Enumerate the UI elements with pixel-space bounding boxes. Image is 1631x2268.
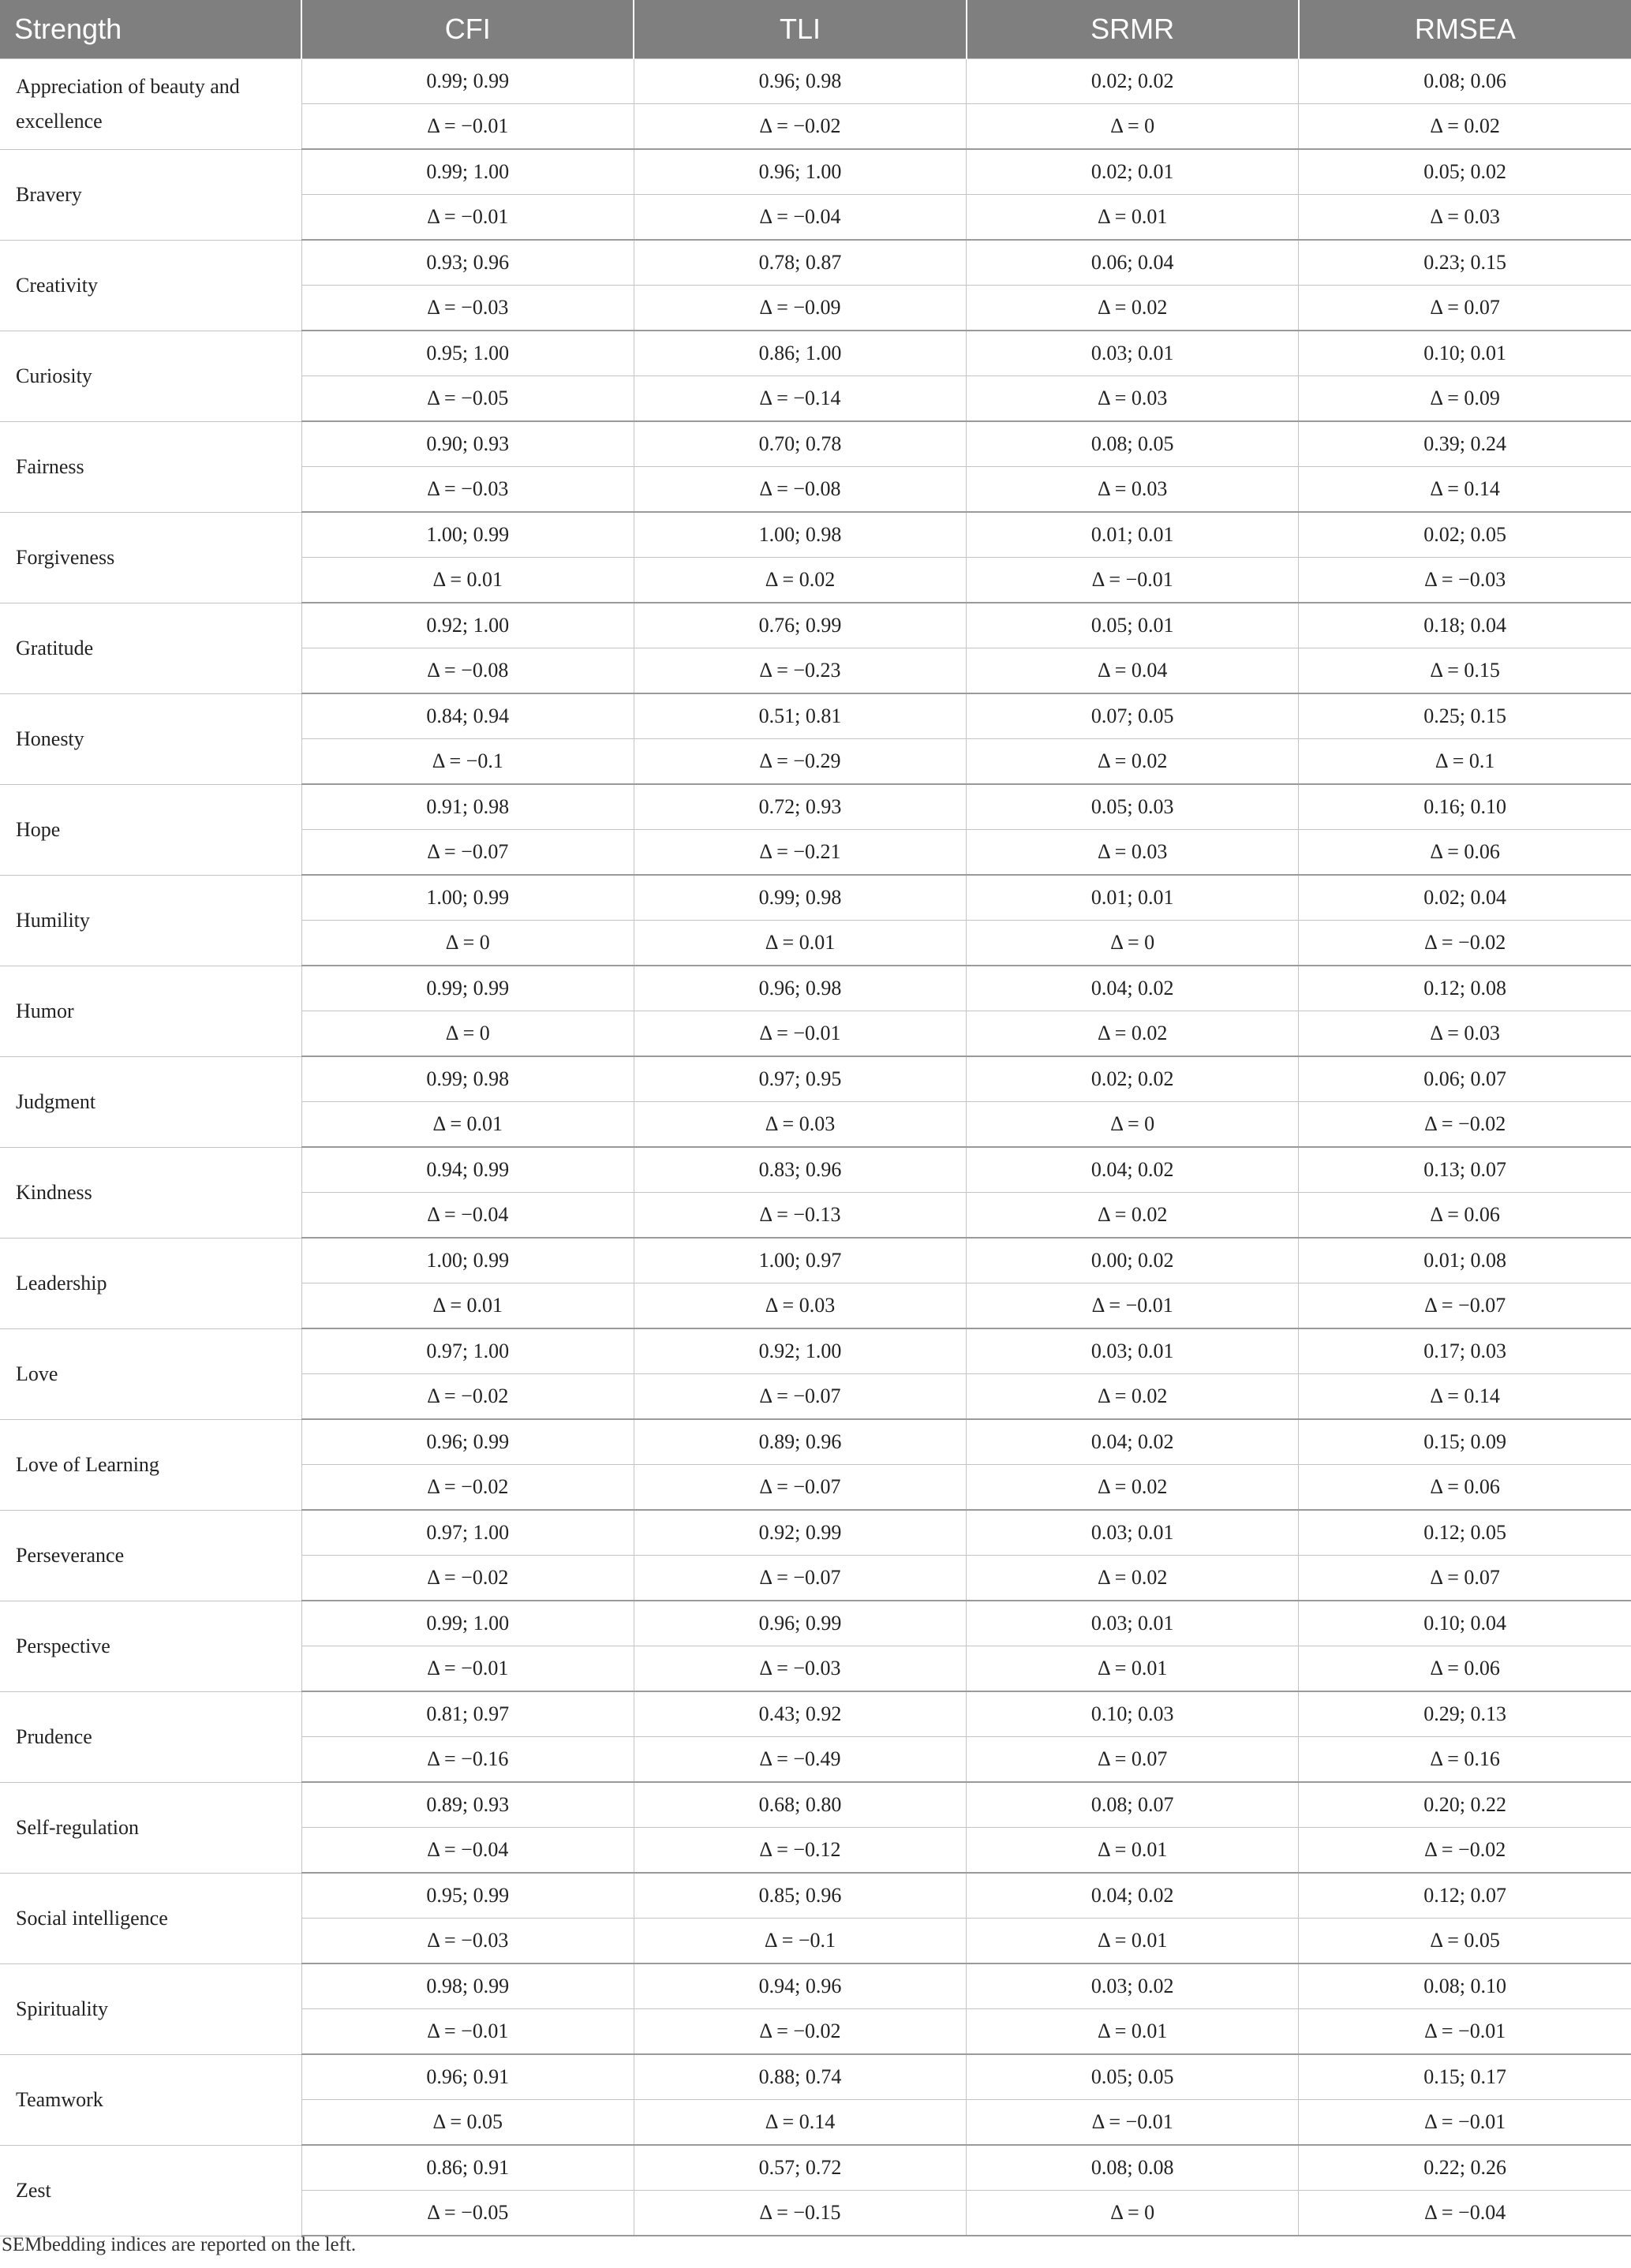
srmr-delta-cell: Δ = 0.02	[967, 1465, 1299, 1511]
srmr-delta-cell: Δ = 0.02	[967, 1193, 1299, 1239]
cfi-delta-cell: Δ = −0.01	[301, 1646, 634, 1692]
strength-name: Appreciation of beauty and excellence	[0, 58, 301, 149]
table-row	[0, 784, 1631, 830]
tli-delta-cell: Δ = 0.03	[634, 1102, 966, 1148]
table-row	[0, 1691, 1631, 1737]
rmsea-delta-cell: Δ = 0.05	[1299, 1919, 1631, 1964]
srmr-delta-cell: Δ = 0.01	[967, 1646, 1299, 1692]
tli-delta-cell: Δ = −0.07	[634, 1556, 966, 1601]
cfi-delta-cell: Δ = 0	[301, 921, 634, 966]
table-row	[0, 1328, 1631, 1374]
srmr-value-cell: 0.08; 0.07	[967, 1782, 1299, 1828]
rmsea-delta-cell: Δ = 0.06	[1299, 830, 1631, 876]
tli-value-cell: 0.89; 0.96	[634, 1419, 966, 1465]
cfi-delta-cell: Δ = −0.03	[301, 286, 634, 331]
table-row	[0, 149, 1631, 195]
srmr-delta-cell: Δ = 0.02	[967, 1011, 1299, 1057]
cfi-delta-cell: Δ = −0.08	[301, 648, 634, 694]
srmr-delta-cell: Δ = −0.01	[967, 1283, 1299, 1329]
rmsea-delta-cell: Δ = 0.07	[1299, 286, 1631, 331]
table-row	[0, 1147, 1631, 1193]
tli-delta-cell: Δ = −0.04	[634, 195, 966, 241]
cfi-value-cell: 0.95; 1.00	[301, 331, 634, 376]
srmr-value-cell: 0.03; 0.01	[967, 1510, 1299, 1556]
strength-name: Perseverance	[0, 1510, 301, 1601]
rmsea-delta-cell: Δ = 0.14	[1299, 467, 1631, 513]
rmsea-delta-cell: Δ = 0.07	[1299, 1556, 1631, 1601]
header-cfi: CFI	[301, 0, 634, 58]
srmr-delta-cell: Δ = 0.01	[967, 1919, 1299, 1964]
srmr-value-cell: 0.01; 0.01	[967, 512, 1299, 558]
cfi-value-cell: 0.96; 0.91	[301, 2054, 634, 2100]
strength-name: Bravery	[0, 149, 301, 240]
table-row	[0, 2054, 1631, 2100]
tli-value-cell: 0.43; 0.92	[634, 1691, 966, 1737]
tli-value-cell: 1.00; 0.97	[634, 1238, 966, 1283]
tli-delta-cell: Δ = −0.14	[634, 376, 966, 422]
cfi-delta-cell: Δ = −0.01	[301, 104, 634, 150]
header-tli: TLI	[634, 0, 966, 58]
strength-name: Curiosity	[0, 331, 301, 421]
tli-delta-cell: Δ = −0.07	[634, 1465, 966, 1511]
strength-name: Self-regulation	[0, 1782, 301, 1873]
srmr-delta-cell: Δ = −0.01	[967, 2100, 1299, 2146]
rmsea-value-cell: 0.15; 0.09	[1299, 1419, 1631, 1465]
rmsea-delta-cell: Δ = −0.03	[1299, 558, 1631, 603]
srmr-delta-cell: Δ = 0	[967, 2191, 1299, 2236]
tli-delta-cell: Δ = −0.13	[634, 1193, 966, 1239]
cfi-value-cell: 0.92; 1.00	[301, 603, 634, 648]
rmsea-delta-cell: Δ = −0.01	[1299, 2100, 1631, 2146]
srmr-value-cell: 0.03; 0.01	[967, 331, 1299, 376]
srmr-delta-cell: Δ = 0.04	[967, 648, 1299, 694]
strength-name: Kindness	[0, 1147, 301, 1238]
strength-name: Teamwork	[0, 2054, 301, 2145]
srmr-delta-cell: Δ = 0.02	[967, 739, 1299, 785]
table-row	[0, 2145, 1631, 2191]
rmsea-value-cell: 0.17; 0.03	[1299, 1328, 1631, 1374]
srmr-delta-cell: Δ = 0.03	[967, 376, 1299, 422]
strength-name: Fairness	[0, 421, 301, 512]
strength-name: Humor	[0, 966, 301, 1056]
rmsea-delta-cell: Δ = 0.16	[1299, 1737, 1631, 1783]
cfi-delta-cell: Δ = −0.04	[301, 1193, 634, 1239]
table-row	[0, 1782, 1631, 1828]
cfi-value-cell: 0.84; 0.94	[301, 693, 634, 739]
cfi-delta-cell: Δ = 0	[301, 1011, 634, 1057]
strength-name: Love of Learning	[0, 1419, 301, 1510]
table-row	[0, 1510, 1631, 1556]
tli-value-cell: 0.96; 0.98	[634, 966, 966, 1011]
tli-value-cell: 0.76; 0.99	[634, 603, 966, 648]
cfi-value-cell: 0.98; 0.99	[301, 1963, 634, 2009]
srmr-value-cell: 0.05; 0.01	[967, 603, 1299, 648]
cfi-value-cell: 0.97; 1.00	[301, 1328, 634, 1374]
rmsea-delta-cell: Δ = 0.15	[1299, 648, 1631, 694]
tli-value-cell: 1.00; 0.98	[634, 512, 966, 558]
table-body	[0, 58, 1631, 2236]
tli-delta-cell: Δ = 0.14	[634, 2100, 966, 2146]
strength-name: Forgiveness	[0, 512, 301, 603]
tli-delta-cell: Δ = −0.15	[634, 2191, 966, 2236]
cfi-delta-cell: Δ = −0.03	[301, 467, 634, 513]
srmr-delta-cell: Δ = 0	[967, 104, 1299, 150]
strength-name: Judgment	[0, 1056, 301, 1147]
srmr-value-cell: 0.00; 0.02	[967, 1238, 1299, 1283]
cfi-value-cell: 0.99; 0.99	[301, 966, 634, 1011]
rmsea-delta-cell: Δ = 0.06	[1299, 1646, 1631, 1692]
table-row	[0, 875, 1631, 921]
rmsea-delta-cell: Δ = 0.14	[1299, 1374, 1631, 1420]
cfi-delta-cell: Δ = −0.07	[301, 830, 634, 876]
cfi-delta-cell: Δ = 0.01	[301, 1102, 634, 1148]
cfi-value-cell: 0.99; 1.00	[301, 1601, 634, 1646]
table-row	[0, 1963, 1631, 2009]
strength-name: Social intelligence	[0, 1873, 301, 1963]
tli-value-cell: 0.94; 0.96	[634, 1963, 966, 2009]
rmsea-delta-cell: Δ = 0.09	[1299, 376, 1631, 422]
srmr-value-cell: 0.02; 0.02	[967, 1056, 1299, 1102]
srmr-value-cell: 0.04; 0.02	[967, 1147, 1299, 1193]
rmsea-value-cell: 0.08; 0.10	[1299, 1963, 1631, 2009]
tli-value-cell: 0.57; 0.72	[634, 2145, 966, 2191]
table-row	[0, 1601, 1631, 1646]
srmr-value-cell: 0.08; 0.08	[967, 2145, 1299, 2191]
tli-delta-cell: Δ = −0.12	[634, 1828, 966, 1874]
srmr-value-cell: 0.10; 0.03	[967, 1691, 1299, 1737]
table-row	[0, 1056, 1631, 1102]
srmr-delta-cell: Δ = 0.01	[967, 1828, 1299, 1874]
srmr-delta-cell: Δ = 0.01	[967, 2009, 1299, 2055]
rmsea-delta-cell: Δ = 0.1	[1299, 739, 1631, 785]
cfi-delta-cell: Δ = −0.05	[301, 376, 634, 422]
rmsea-delta-cell: Δ = −0.02	[1299, 1102, 1631, 1148]
cfi-delta-cell: Δ = −0.1	[301, 739, 634, 785]
srmr-delta-cell: Δ = 0.02	[967, 286, 1299, 331]
cfi-delta-cell: Δ = −0.05	[301, 2191, 634, 2236]
cfi-value-cell: 0.90; 0.93	[301, 421, 634, 467]
srmr-delta-cell: Δ = 0.03	[967, 830, 1299, 876]
rmsea-value-cell: 0.12; 0.08	[1299, 966, 1631, 1011]
rmsea-value-cell: 0.25; 0.15	[1299, 693, 1631, 739]
table-header	[0, 0, 1631, 58]
srmr-value-cell: 0.03; 0.01	[967, 1328, 1299, 1374]
tli-delta-cell: Δ = −0.08	[634, 467, 966, 513]
strength-name: Perspective	[0, 1601, 301, 1691]
tli-delta-cell: Δ = −0.1	[634, 1919, 966, 1964]
tli-value-cell: 0.99; 0.98	[634, 875, 966, 921]
cfi-value-cell: 0.99; 0.99	[301, 58, 634, 104]
rmsea-value-cell: 0.22; 0.26	[1299, 2145, 1631, 2191]
strength-name: Zest	[0, 2145, 301, 2236]
srmr-value-cell: 0.07; 0.05	[967, 693, 1299, 739]
header-rmsea: RMSEA	[1299, 0, 1631, 58]
cfi-delta-cell: Δ = −0.02	[301, 1465, 634, 1511]
srmr-delta-cell: Δ = 0	[967, 1102, 1299, 1148]
cfi-value-cell: 0.86; 0.91	[301, 2145, 634, 2191]
rmsea-value-cell: 0.39; 0.24	[1299, 421, 1631, 467]
cfi-value-cell: 0.99; 1.00	[301, 149, 634, 195]
rmsea-value-cell: 0.18; 0.04	[1299, 603, 1631, 648]
rmsea-delta-cell: Δ = −0.02	[1299, 1828, 1631, 1874]
rmsea-delta-cell: Δ = 0.03	[1299, 1011, 1631, 1057]
srmr-delta-cell: Δ = 0.07	[967, 1737, 1299, 1783]
cfi-value-cell: 0.93; 0.96	[301, 240, 634, 286]
tli-delta-cell: Δ = −0.23	[634, 648, 966, 694]
strength-name: Spirituality	[0, 1963, 301, 2054]
tli-value-cell: 0.85; 0.96	[634, 1873, 966, 1919]
strength-name: Hope	[0, 784, 301, 875]
cfi-delta-cell: Δ = −0.01	[301, 2009, 634, 2055]
srmr-value-cell: 0.02; 0.01	[967, 149, 1299, 195]
rmsea-value-cell: 0.06; 0.07	[1299, 1056, 1631, 1102]
tli-delta-cell: Δ = −0.02	[634, 2009, 966, 2055]
cfi-value-cell: 0.97; 1.00	[301, 1510, 634, 1556]
rmsea-value-cell: 0.08; 0.06	[1299, 58, 1631, 104]
cfi-value-cell: 0.99; 0.98	[301, 1056, 634, 1102]
tli-value-cell: 0.86; 1.00	[634, 331, 966, 376]
srmr-value-cell: 0.08; 0.05	[967, 421, 1299, 467]
cfi-delta-cell: Δ = −0.02	[301, 1374, 634, 1420]
tli-delta-cell: Δ = −0.01	[634, 1011, 966, 1057]
tli-value-cell: 0.78; 0.87	[634, 240, 966, 286]
tli-value-cell: 0.96; 1.00	[634, 149, 966, 195]
rmsea-value-cell: 0.12; 0.05	[1299, 1510, 1631, 1556]
srmr-value-cell: 0.04; 0.02	[967, 1419, 1299, 1465]
cfi-delta-cell: Δ = 0.01	[301, 1283, 634, 1329]
srmr-value-cell: 0.03; 0.02	[967, 1963, 1299, 2009]
cfi-delta-cell: Δ = −0.03	[301, 1919, 634, 1964]
srmr-delta-cell: Δ = 0.01	[967, 195, 1299, 241]
cfi-delta-cell: Δ = −0.02	[301, 1556, 634, 1601]
rmsea-value-cell: 0.29; 0.13	[1299, 1691, 1631, 1737]
rmsea-delta-cell: Δ = −0.01	[1299, 2009, 1631, 2055]
tli-value-cell: 0.97; 0.95	[634, 1056, 966, 1102]
srmr-delta-cell: Δ = 0.02	[967, 1374, 1299, 1420]
tli-delta-cell: Δ = −0.03	[634, 1646, 966, 1692]
tli-value-cell: 0.51; 0.81	[634, 693, 966, 739]
srmr-value-cell: 0.05; 0.03	[967, 784, 1299, 830]
rmsea-delta-cell: Δ = 0.02	[1299, 104, 1631, 150]
tli-delta-cell: Δ = 0.03	[634, 1283, 966, 1329]
srmr-delta-cell: Δ = 0.03	[967, 467, 1299, 513]
tli-value-cell: 0.72; 0.93	[634, 784, 966, 830]
rmsea-value-cell: 0.02; 0.04	[1299, 875, 1631, 921]
rmsea-delta-cell: Δ = −0.07	[1299, 1283, 1631, 1329]
table-row	[0, 1238, 1631, 1283]
table-row	[0, 966, 1631, 1011]
tli-value-cell: 0.70; 0.78	[634, 421, 966, 467]
rmsea-delta-cell: Δ = −0.04	[1299, 2191, 1631, 2236]
srmr-value-cell: 0.04; 0.02	[967, 1873, 1299, 1919]
srmr-value-cell: 0.04; 0.02	[967, 966, 1299, 1011]
strength-name: Humility	[0, 875, 301, 966]
tli-delta-cell: Δ = −0.07	[634, 1374, 966, 1420]
srmr-delta-cell: Δ = −0.01	[967, 558, 1299, 603]
tli-value-cell: 0.96; 0.99	[634, 1601, 966, 1646]
rmsea-delta-cell: Δ = 0.06	[1299, 1465, 1631, 1511]
table-row	[0, 603, 1631, 648]
rmsea-value-cell: 0.16; 0.10	[1299, 784, 1631, 830]
table-row	[0, 693, 1631, 739]
rmsea-delta-cell: Δ = 0.03	[1299, 195, 1631, 241]
table-row	[0, 58, 1631, 104]
rmsea-value-cell: 0.15; 0.17	[1299, 2054, 1631, 2100]
header-strength: Strength	[0, 0, 301, 58]
rmsea-value-cell: 0.01; 0.08	[1299, 1238, 1631, 1283]
srmr-delta-cell: Δ = 0	[967, 921, 1299, 966]
tli-delta-cell: Δ = −0.02	[634, 104, 966, 150]
tli-delta-cell: Δ = 0.02	[634, 558, 966, 603]
cfi-delta-cell: Δ = 0.05	[301, 2100, 634, 2146]
table-row	[0, 240, 1631, 286]
srmr-value-cell: 0.01; 0.01	[967, 875, 1299, 921]
tli-value-cell: 0.88; 0.74	[634, 2054, 966, 2100]
cfi-value-cell: 1.00; 0.99	[301, 1238, 634, 1283]
cfi-value-cell: 1.00; 0.99	[301, 512, 634, 558]
tli-value-cell: 0.83; 0.96	[634, 1147, 966, 1193]
strength-name: Leadership	[0, 1238, 301, 1328]
rmsea-delta-cell: Δ = −0.02	[1299, 921, 1631, 966]
table-row	[0, 331, 1631, 376]
table-row	[0, 421, 1631, 467]
strength-name: Creativity	[0, 240, 301, 331]
header-row	[0, 0, 1631, 58]
rmsea-value-cell: 0.02; 0.05	[1299, 512, 1631, 558]
rmsea-value-cell: 0.13; 0.07	[1299, 1147, 1631, 1193]
tli-value-cell: 0.92; 0.99	[634, 1510, 966, 1556]
cfi-value-cell: 0.95; 0.99	[301, 1873, 634, 1919]
srmr-value-cell: 0.02; 0.02	[967, 58, 1299, 104]
strength-name: Gratitude	[0, 603, 301, 693]
cfi-value-cell: 0.81; 0.97	[301, 1691, 634, 1737]
cfi-value-cell: 0.89; 0.93	[301, 1782, 634, 1828]
rmsea-delta-cell: Δ = 0.06	[1299, 1193, 1631, 1239]
rmsea-value-cell: 0.20; 0.22	[1299, 1782, 1631, 1828]
header-srmr: SRMR	[967, 0, 1299, 58]
cfi-value-cell: 0.96; 0.99	[301, 1419, 634, 1465]
rmsea-value-cell: 0.05; 0.02	[1299, 149, 1631, 195]
strength-name: Love	[0, 1328, 301, 1419]
cfi-delta-cell: Δ = 0.01	[301, 558, 634, 603]
tli-delta-cell: Δ = −0.21	[634, 830, 966, 876]
srmr-value-cell: 0.05; 0.05	[967, 2054, 1299, 2100]
cfi-value-cell: 1.00; 0.99	[301, 875, 634, 921]
srmr-value-cell: 0.06; 0.04	[967, 240, 1299, 286]
tli-value-cell: 0.68; 0.80	[634, 1782, 966, 1828]
strength-name: Prudence	[0, 1691, 301, 1782]
tli-delta-cell: Δ = −0.09	[634, 286, 966, 331]
srmr-delta-cell: Δ = 0.02	[967, 1556, 1299, 1601]
table-row	[0, 512, 1631, 558]
rmsea-value-cell: 0.10; 0.04	[1299, 1601, 1631, 1646]
tli-value-cell: 0.92; 1.00	[634, 1328, 966, 1374]
srmr-value-cell: 0.03; 0.01	[967, 1601, 1299, 1646]
rmsea-value-cell: 0.10; 0.01	[1299, 331, 1631, 376]
tli-delta-cell: Δ = −0.29	[634, 739, 966, 785]
table-row	[0, 1873, 1631, 1919]
strength-name: Honesty	[0, 693, 301, 784]
cfi-value-cell: 0.94; 0.99	[301, 1147, 634, 1193]
tli-delta-cell: Δ = −0.49	[634, 1737, 966, 1783]
cfi-value-cell: 0.91; 0.98	[301, 784, 634, 830]
table-row	[0, 1419, 1631, 1465]
rmsea-value-cell: 0.23; 0.15	[1299, 240, 1631, 286]
rmsea-value-cell: 0.12; 0.07	[1299, 1873, 1631, 1919]
table-footnote: SEMbedding indices are reported on the left.	[2, 2234, 357, 2255]
cfi-delta-cell: Δ = −0.01	[301, 195, 634, 241]
tli-delta-cell: Δ = 0.01	[634, 921, 966, 966]
cfi-delta-cell: Δ = −0.16	[301, 1737, 634, 1783]
cfi-delta-cell: Δ = −0.04	[301, 1828, 634, 1874]
tli-value-cell: 0.96; 0.98	[634, 58, 966, 104]
